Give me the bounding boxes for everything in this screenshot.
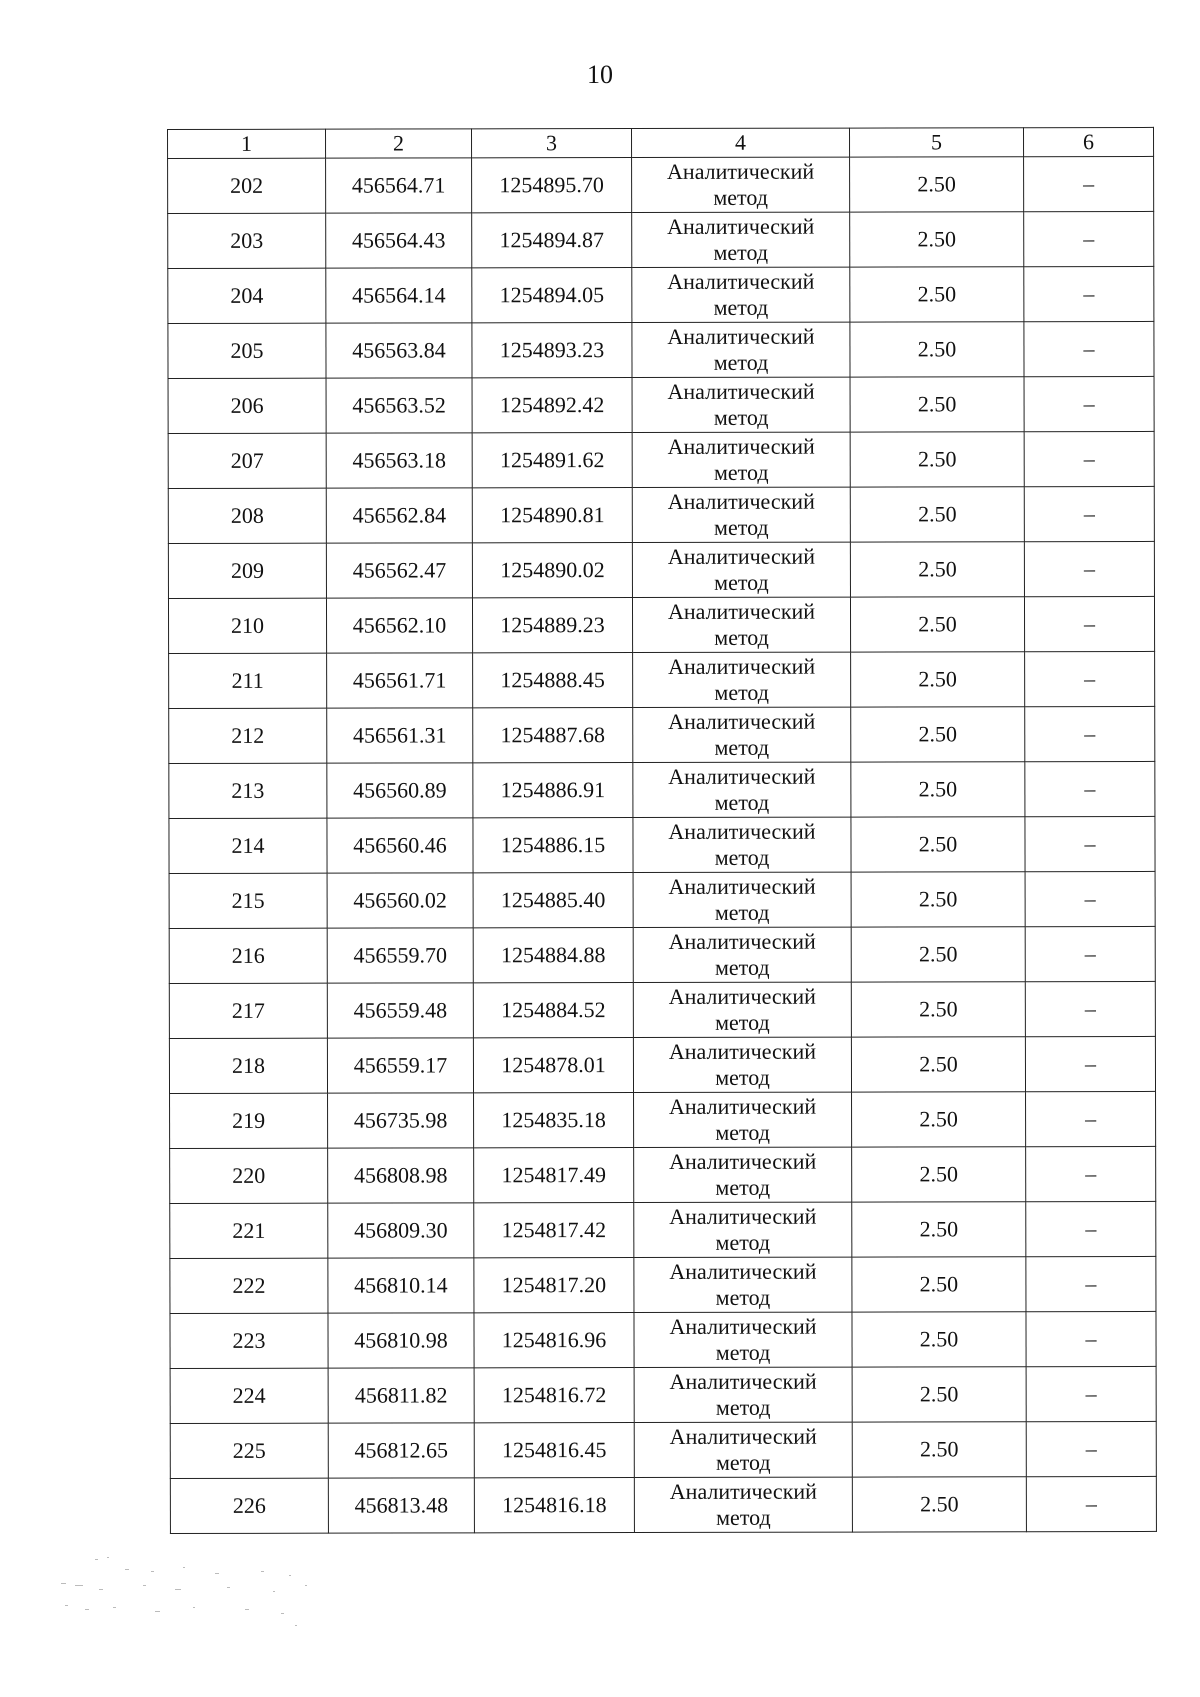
x-coordinate-cell: 456563.52 xyxy=(326,378,472,433)
accuracy-cell: 2.50 xyxy=(851,762,1025,817)
x-coordinate-cell: 456560.46 xyxy=(327,818,473,873)
x-coordinate-cell: 456564.71 xyxy=(326,158,472,213)
x-coordinate-cell: 456809.30 xyxy=(328,1203,474,1258)
note-cell: – xyxy=(1024,211,1154,266)
accuracy-cell: 2.50 xyxy=(850,157,1024,212)
point-number-cell: 206 xyxy=(168,378,326,433)
method-cell xyxy=(633,762,851,817)
table-row xyxy=(168,376,1154,433)
method-line-2: метод xyxy=(714,789,770,815)
method-cell xyxy=(633,1037,851,1092)
note-cell: – xyxy=(1026,1201,1156,1256)
note-cell: – xyxy=(1024,156,1154,211)
point-number-cell: 220 xyxy=(170,1148,328,1203)
accuracy-cell: 2.50 xyxy=(851,872,1025,927)
method-line-2: метод xyxy=(715,1064,770,1090)
method-cell xyxy=(634,1477,852,1532)
method-cell xyxy=(632,267,850,322)
point-number-cell: 212 xyxy=(169,708,327,763)
accuracy-cell: 2.50 xyxy=(852,1202,1026,1257)
point-number-cell: 214 xyxy=(169,818,327,873)
table-row xyxy=(168,596,1154,653)
y-coordinate-cell: 1254817.20 xyxy=(474,1258,634,1313)
method-line-2: метод xyxy=(714,569,769,595)
accuracy-cell: 2.50 xyxy=(850,212,1024,267)
accuracy-cell: 2.50 xyxy=(850,377,1024,432)
note-cell: – xyxy=(1024,596,1154,651)
method-line-1: Аналитический xyxy=(667,268,815,294)
point-number-cell: 213 xyxy=(169,763,327,818)
accuracy-cell: 2.50 xyxy=(852,1257,1026,1312)
point-number-cell: 209 xyxy=(168,543,326,598)
y-coordinate-cell: 1254894.05 xyxy=(472,268,632,323)
table-row xyxy=(168,486,1154,543)
method-line-2: метод xyxy=(713,459,769,485)
method-cell xyxy=(634,1312,852,1367)
accuracy-cell: 2.50 xyxy=(852,1147,1026,1202)
method-line-2: метод xyxy=(715,1339,771,1365)
method-line-2: метод xyxy=(715,1119,770,1145)
table-row xyxy=(170,1311,1156,1368)
point-number-cell: 223 xyxy=(170,1313,328,1368)
method-cell xyxy=(632,377,850,432)
note-cell: – xyxy=(1024,431,1154,486)
x-coordinate-cell: 456562.84 xyxy=(326,488,472,543)
method-line-2: метод xyxy=(714,734,770,760)
method-line-1: Аналитический xyxy=(668,873,816,899)
method-line-2: метод xyxy=(714,679,769,705)
method-cell xyxy=(634,1147,852,1202)
column-header-1: 1 xyxy=(168,129,326,158)
method-line-2: метод xyxy=(715,1394,771,1420)
method-line-1: Аналитический xyxy=(669,1368,817,1394)
y-coordinate-cell: 1254816.18 xyxy=(474,1478,634,1533)
y-coordinate-cell: 1254889.23 xyxy=(472,598,632,653)
method-line-2: метод xyxy=(713,184,768,210)
y-coordinate-cell: 1254886.15 xyxy=(473,818,633,873)
method-line-1: Аналитический xyxy=(669,1423,817,1449)
point-number-cell: 221 xyxy=(170,1203,328,1258)
method-line-2: метод xyxy=(715,1229,771,1255)
column-header-5: 5 xyxy=(849,128,1023,157)
accuracy-cell: 2.50 xyxy=(850,432,1024,487)
column-header-2: 2 xyxy=(326,129,472,158)
y-coordinate-cell: 1254878.01 xyxy=(473,1038,633,1093)
x-coordinate-cell: 456810.14 xyxy=(328,1258,474,1313)
method-cell xyxy=(633,872,851,927)
method-line-1: Аналитический xyxy=(668,763,816,789)
note-cell: – xyxy=(1025,816,1155,871)
table-body xyxy=(168,156,1157,1533)
method-cell xyxy=(632,487,850,542)
table-row xyxy=(170,1476,1156,1533)
table-header-row xyxy=(168,127,1154,158)
y-coordinate-cell: 1254886.91 xyxy=(473,763,633,818)
method-line-2: метод xyxy=(715,1284,771,1310)
accuracy-cell: 2.50 xyxy=(850,267,1024,322)
y-coordinate-cell: 1254816.45 xyxy=(474,1423,634,1478)
point-number-cell: 211 xyxy=(169,653,327,708)
method-cell xyxy=(633,982,851,1037)
method-line-1: Аналитический xyxy=(669,1148,817,1174)
method-line-2: метод xyxy=(713,349,769,375)
y-coordinate-cell: 1254885.40 xyxy=(473,873,633,928)
x-coordinate-cell: 456562.10 xyxy=(326,598,472,653)
method-line-2: метод xyxy=(713,239,769,265)
method-line-2: метод xyxy=(715,1009,770,1035)
method-line-1: Аналитический xyxy=(667,488,815,514)
point-number-cell: 205 xyxy=(168,323,326,378)
method-line-1: Аналитический xyxy=(668,983,816,1009)
method-cell xyxy=(633,817,851,872)
column-header-4: 4 xyxy=(632,128,850,157)
point-number-cell: 204 xyxy=(168,268,326,323)
table-row xyxy=(169,871,1155,928)
table-row xyxy=(169,761,1155,818)
method-line-1: Аналитический xyxy=(668,1093,817,1119)
accuracy-cell: 2.50 xyxy=(850,542,1024,597)
point-number-cell: 218 xyxy=(169,1038,327,1093)
note-cell: – xyxy=(1025,926,1155,981)
x-coordinate-cell: 456811.82 xyxy=(328,1368,474,1423)
x-coordinate-cell: 456813.48 xyxy=(328,1478,474,1533)
method-line-1: Аналитический xyxy=(667,213,815,239)
table-row xyxy=(170,1091,1156,1148)
table-row xyxy=(168,321,1154,378)
accuracy-cell: 2.50 xyxy=(850,487,1024,542)
accuracy-cell: 2.50 xyxy=(851,817,1025,872)
method-line-2: метод xyxy=(715,1449,771,1475)
method-line-2: метод xyxy=(714,624,769,650)
note-cell: – xyxy=(1024,376,1154,431)
x-coordinate-cell: 456812.65 xyxy=(328,1423,474,1478)
method-line-2: метод xyxy=(716,1504,771,1530)
note-cell: – xyxy=(1026,1311,1156,1366)
method-line-2: метод xyxy=(714,954,770,980)
point-number-cell: 216 xyxy=(169,928,327,983)
method-line-2: метод xyxy=(713,294,769,320)
point-number-cell: 210 xyxy=(168,598,326,653)
note-cell: – xyxy=(1025,981,1155,1036)
method-line-1: Аналитический xyxy=(668,708,816,734)
y-coordinate-cell: 1254890.81 xyxy=(472,488,632,543)
note-cell: – xyxy=(1026,1256,1156,1311)
y-coordinate-cell: 1254884.88 xyxy=(473,928,633,983)
accuracy-cell: 2.50 xyxy=(851,1037,1025,1092)
point-number-cell: 202 xyxy=(168,158,326,213)
accuracy-cell: 2.50 xyxy=(851,707,1025,762)
note-cell: – xyxy=(1024,321,1154,376)
method-cell xyxy=(633,707,851,762)
table-row xyxy=(170,1366,1156,1423)
note-cell: – xyxy=(1026,1366,1156,1421)
method-line-1: Аналитический xyxy=(669,1258,817,1284)
table-row xyxy=(168,541,1154,598)
method-cell xyxy=(632,212,850,267)
x-coordinate-cell: 456810.98 xyxy=(328,1313,474,1368)
method-line-2: метод xyxy=(714,899,770,925)
y-coordinate-cell: 1254816.72 xyxy=(474,1368,634,1423)
method-cell xyxy=(632,432,850,487)
y-coordinate-cell: 1254817.49 xyxy=(474,1148,634,1203)
method-cell xyxy=(632,597,850,652)
table-row xyxy=(170,1256,1156,1313)
accuracy-cell: 2.50 xyxy=(851,927,1025,982)
method-cell xyxy=(634,1257,852,1312)
note-cell: – xyxy=(1025,1036,1155,1091)
note-cell: – xyxy=(1026,1476,1156,1531)
accuracy-cell: 2.50 xyxy=(851,652,1025,707)
y-coordinate-cell: 1254817.42 xyxy=(474,1203,634,1258)
y-coordinate-cell: 1254893.23 xyxy=(472,323,632,378)
point-number-cell: 208 xyxy=(168,488,326,543)
table-row xyxy=(170,1201,1156,1258)
x-coordinate-cell: 456561.31 xyxy=(327,708,473,763)
x-coordinate-cell: 456735.98 xyxy=(328,1093,474,1148)
x-coordinate-cell: 456564.14 xyxy=(326,268,472,323)
table-row xyxy=(169,706,1155,763)
note-cell: – xyxy=(1026,1146,1156,1201)
method-line-1: Аналитический xyxy=(668,653,816,679)
method-line-1: Аналитический xyxy=(668,1038,817,1064)
table-row xyxy=(169,926,1155,983)
table-row xyxy=(169,816,1155,873)
point-number-cell: 222 xyxy=(170,1258,328,1313)
x-coordinate-cell: 456559.17 xyxy=(327,1038,473,1093)
table-row xyxy=(169,981,1155,1038)
accuracy-cell: 2.50 xyxy=(852,1092,1026,1147)
note-cell: – xyxy=(1026,1421,1156,1476)
accuracy-cell: 2.50 xyxy=(852,1422,1026,1477)
column-header-3: 3 xyxy=(472,129,632,158)
method-line-1: Аналитический xyxy=(667,598,816,624)
method-cell xyxy=(634,1202,852,1257)
y-coordinate-cell: 1254891.62 xyxy=(472,433,632,488)
note-cell: – xyxy=(1025,761,1155,816)
point-number-cell: 219 xyxy=(170,1093,328,1148)
note-cell: – xyxy=(1025,651,1155,706)
x-coordinate-cell: 456562.47 xyxy=(326,543,472,598)
point-number-cell: 217 xyxy=(169,983,327,1038)
method-line-1: Аналитический xyxy=(668,818,816,844)
y-coordinate-cell: 1254888.45 xyxy=(473,653,633,708)
y-coordinate-cell: 1254892.42 xyxy=(472,378,632,433)
method-cell xyxy=(632,322,850,377)
x-coordinate-cell: 456563.84 xyxy=(326,323,472,378)
point-number-cell: 226 xyxy=(170,1478,328,1533)
accuracy-cell: 2.50 xyxy=(850,597,1024,652)
method-cell xyxy=(633,927,851,982)
method-cell xyxy=(632,157,850,212)
method-cell xyxy=(634,1422,852,1477)
x-coordinate-cell: 456561.71 xyxy=(327,653,473,708)
y-coordinate-cell: 1254895.70 xyxy=(472,158,632,213)
note-cell: – xyxy=(1025,706,1155,761)
method-cell xyxy=(633,652,851,707)
method-line-1: Аналитический xyxy=(667,323,815,349)
point-number-cell: 207 xyxy=(168,433,326,488)
method-line-1: Аналитический xyxy=(666,158,815,184)
x-coordinate-cell: 456563.18 xyxy=(326,433,472,488)
accuracy-cell: 2.50 xyxy=(850,322,1024,377)
scan-noise xyxy=(55,1555,315,1645)
x-coordinate-cell: 456559.48 xyxy=(327,983,473,1038)
table-row xyxy=(168,431,1154,488)
accuracy-cell: 2.50 xyxy=(852,1367,1026,1422)
page-number: 10 xyxy=(587,60,613,89)
method-line-1: Аналитический xyxy=(669,1203,817,1229)
table-row xyxy=(168,211,1154,268)
y-coordinate-cell: 1254816.96 xyxy=(474,1313,634,1368)
y-coordinate-cell: 1254884.52 xyxy=(473,983,633,1038)
method-line-1: Аналитический xyxy=(667,378,815,404)
method-line-1: Аналитический xyxy=(669,1313,817,1339)
table-row xyxy=(170,1146,1156,1203)
table-row xyxy=(170,1421,1156,1478)
method-line-1: Аналитический xyxy=(669,1478,817,1504)
method-line-2: метод xyxy=(714,514,769,540)
note-cell: – xyxy=(1025,871,1155,926)
y-coordinate-cell: 1254890.02 xyxy=(472,543,632,598)
method-line-1: Аналитический xyxy=(668,928,816,954)
note-cell: – xyxy=(1024,486,1154,541)
x-coordinate-cell: 456808.98 xyxy=(328,1148,474,1203)
note-cell: – xyxy=(1024,266,1154,321)
method-cell xyxy=(634,1092,852,1147)
point-number-cell: 225 xyxy=(170,1423,328,1478)
x-coordinate-cell: 456560.02 xyxy=(327,873,473,928)
point-number-cell: 224 xyxy=(170,1368,328,1423)
y-coordinate-cell: 1254887.68 xyxy=(473,708,633,763)
table-row xyxy=(169,1036,1155,1093)
accuracy-cell: 2.50 xyxy=(851,982,1025,1037)
point-number-cell: 203 xyxy=(168,213,326,268)
y-coordinate-cell: 1254835.18 xyxy=(474,1093,634,1148)
y-coordinate-cell: 1254894.87 xyxy=(472,213,632,268)
table-row xyxy=(168,266,1154,323)
method-cell xyxy=(634,1367,852,1422)
table-row xyxy=(169,651,1155,708)
method-line-2: метод xyxy=(715,1174,771,1200)
x-coordinate-cell: 456559.70 xyxy=(327,928,473,983)
accuracy-cell: 2.50 xyxy=(852,1477,1026,1532)
x-coordinate-cell: 456560.89 xyxy=(327,763,473,818)
point-number-cell: 215 xyxy=(169,873,327,928)
note-cell: – xyxy=(1024,541,1154,596)
accuracy-cell: 2.50 xyxy=(852,1312,1026,1367)
method-line-1: Аналитический xyxy=(667,433,815,459)
method-line-2: метод xyxy=(713,404,769,430)
x-coordinate-cell: 456564.43 xyxy=(326,213,472,268)
table-row xyxy=(168,156,1154,213)
method-line-1: Аналитический xyxy=(667,543,815,569)
method-cell xyxy=(632,542,850,597)
coordinates-table xyxy=(167,127,1157,1534)
method-line-2: метод xyxy=(714,844,770,870)
column-header-6: 6 xyxy=(1023,127,1153,156)
note-cell: – xyxy=(1026,1091,1156,1146)
